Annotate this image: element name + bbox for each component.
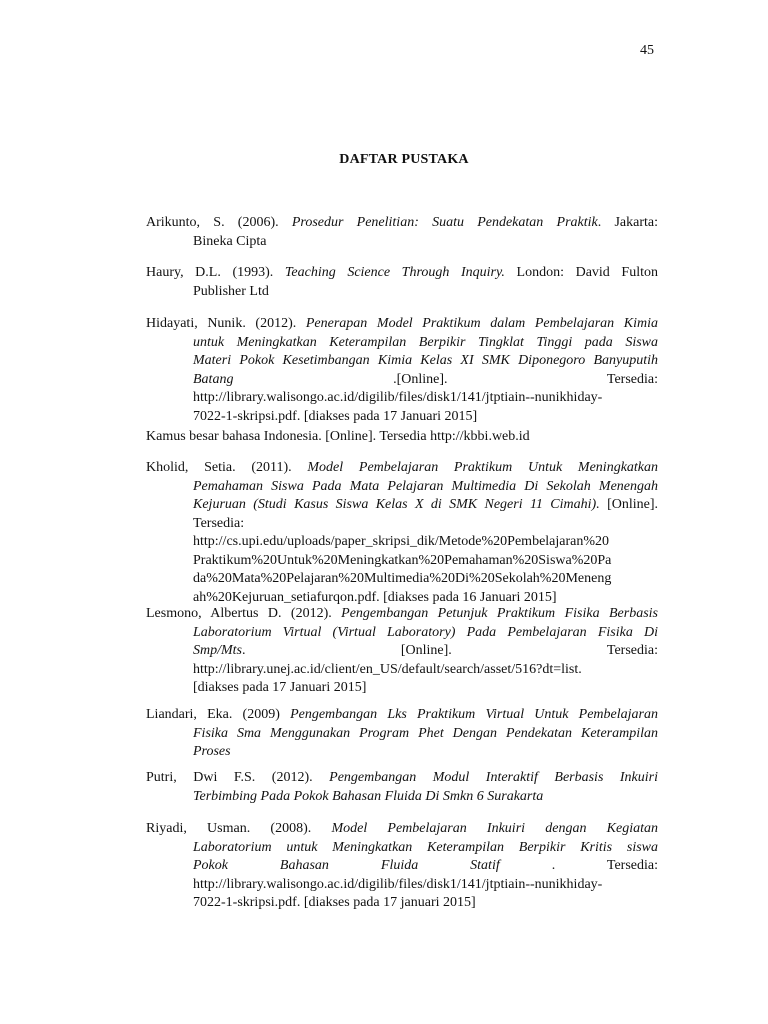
reference-text: http://library.walisongo.ac.id/digilib/files/disk1/141/jtptiain--nunikhiday- — [193, 876, 603, 892]
reference-text: Arikunto, S. (2006). — [146, 215, 292, 230]
reference-line — [146, 214, 658, 233]
reference-line — [146, 820, 658, 839]
reference-text: Haury, D.L. (1993). — [146, 265, 285, 280]
reference-line — [146, 769, 658, 788]
reference-title: Terbimbing Pada Pokok Bahasan Fluida Di Smkn 6 Surakarta — [193, 788, 544, 804]
reference-text: http://library.unej.ac.id/client/en_US/default/search/asset/516?dt=list. — [193, 661, 582, 677]
reference-line — [146, 605, 658, 624]
reference-line — [146, 839, 658, 858]
reference-entry — [146, 459, 658, 607]
reference-line — [146, 725, 658, 744]
reference-text: 7022-1-skripsi.pdf. [diakses pada 17 januari 2015] — [193, 895, 476, 910]
reference-text: .[Online]. Tersedia: — [233, 371, 658, 387]
reference-entry — [146, 214, 658, 251]
reference-line — [146, 283, 658, 302]
reference-line — [146, 661, 658, 680]
reference-line — [146, 570, 658, 589]
reference-line — [146, 515, 658, 534]
reference-title: Smp/Mts — [193, 643, 242, 658]
reference-line — [146, 496, 658, 515]
reference-title: Kejuruan (Studi Kasus Siswa Kelas X di SMK Negeri 11 Cimahi). — [193, 497, 600, 512]
reference-entry — [146, 706, 658, 762]
reference-entry — [146, 264, 658, 301]
reference-line — [146, 371, 658, 390]
reference-title: Laboratorium Virtual (Virtual Laboratory) Pada Pembelajaran Fisika Di — [193, 624, 658, 640]
reference-line — [146, 533, 658, 552]
reference-text: http://cs.upi.edu/uploads/paper_skripsi_dik/Metode%20Pembelajaran%20 — [193, 534, 610, 549]
reference-line — [146, 642, 658, 661]
page-number: 45 — [640, 43, 654, 58]
reference-text: ah%20Kejuruan_setiafurqon.pdf. [diakses pada 16 Januari 2015] — [193, 589, 557, 605]
reference-text: Lesmono, Albertus D. (2012). — [146, 606, 342, 621]
reference-text: . Jakarta: — [597, 215, 658, 230]
reference-text: http://library.walisongo.ac.id/digilib/files/disk1/141/jtptiain--nunikhiday- — [193, 390, 603, 405]
reference-entry — [146, 605, 658, 698]
reference-line — [146, 408, 658, 427]
reference-title: Fisika Sma Menggunakan Program Phet Dengan Pendekatan Keterampilan — [193, 725, 658, 741]
reference-line — [146, 679, 658, 698]
reference-text: [Online]. — [599, 497, 658, 512]
reference-title: Pengembangan Modul Interaktif Berbasis Inkuiri — [329, 770, 658, 785]
reference-text: Riyadi, Usman. (2008). — [146, 821, 332, 836]
reference-entry — [146, 769, 658, 806]
reference-line — [146, 894, 658, 913]
reference-title: Laboratorium untuk Meningkatkan Keterampilan Berpikir Kritis siswa — [193, 839, 658, 855]
reference-line — [146, 743, 658, 762]
reference-line — [146, 352, 658, 371]
reference-line — [146, 264, 658, 283]
reference-entry — [146, 428, 658, 447]
reference-title: Teaching Science Through Inquiry. — [284, 265, 505, 280]
reference-title: Proses — [193, 744, 231, 759]
page-title: DAFTAR PUSTAKA — [339, 152, 469, 167]
reference-text: Kamus besar bahasa Indonesia. [Online]. Tersedia http://kbbi.web.id — [146, 429, 530, 444]
reference-line — [146, 334, 658, 353]
reference-title: Model Pembelajaran Inkuiri dengan Kegiatan — [331, 821, 658, 836]
reference-line — [146, 857, 658, 876]
reference-title: Penerapan Model Praktikum dalam Pembelajaran Kimia — [305, 316, 658, 331]
reference-text: Publisher Ltd — [193, 283, 269, 299]
reference-text: . [Online]. Tersedia: — [242, 643, 658, 658]
reference-title: Pengembangan Lks Praktikum Virtual Untuk Pembelajaran — [290, 707, 658, 722]
reference-entry — [146, 820, 658, 913]
reference-line — [146, 876, 658, 895]
reference-line — [146, 233, 658, 252]
reference-line — [146, 706, 658, 725]
reference-line — [146, 315, 658, 334]
reference-title: Prosedur Penelitian: Suatu Pendekatan Praktik — [291, 215, 598, 230]
reference-text: London: David Fulton — [504, 265, 658, 280]
reference-text: da%20Mata%20Pelajaran%20Multimedia%20Di%20Sekolah%20Meneng — [193, 571, 612, 586]
reference-title: Batang — [193, 371, 234, 387]
reference-text: . Tersedia: — [499, 858, 658, 873]
reference-text: Tersedia: — [193, 515, 245, 531]
reference-text: Hidayati, Nunik. (2012). — [146, 316, 306, 331]
reference-line — [146, 478, 658, 497]
reference-text: Kholid, Setia. (2011). — [146, 460, 308, 475]
reference-title: Model Pembelajaran Praktikum Untuk Meningkatkan — [307, 460, 659, 475]
reference-text: 7022-1-skripsi.pdf. [diakses pada 17 Januari 2015] — [193, 408, 478, 424]
reference-line — [146, 428, 658, 447]
reference-text: Putri, Dwi F.S. (2012). — [146, 770, 330, 785]
reference-line — [146, 389, 658, 408]
reference-title: Pemahaman Siswa Pada Mata Pelajaran Multimedia Di Sekolah Menengah — [193, 478, 658, 494]
reference-line — [146, 624, 658, 643]
reference-title: Pengembangan Petunjuk Praktikum Fisika Berbasis — [341, 606, 658, 621]
reference-entry — [146, 315, 658, 426]
reference-title: Pokok Bahasan Fluida Statif — [193, 858, 500, 873]
reference-text: Praktikum%20Untuk%20Meningkatkan%20Pemahaman%20Siswa%20Pa — [193, 552, 612, 568]
reference-text: [diakses pada 17 Januari 2015] — [193, 680, 367, 695]
reference-line — [146, 552, 658, 571]
reference-title: Materi Pokok Kesetimbangan Kimia Kelas XI SMK Diponegoro Banyuputih — [193, 353, 658, 368]
reference-text: Bineka Cipta — [193, 233, 267, 249]
reference-title: untuk Meningkatkan Keterampilan Berpikir Tingklat Tinggi pada Siswa — [193, 334, 658, 350]
reference-text: Liandari, Eka. (2009) — [146, 707, 291, 722]
reference-line — [146, 788, 658, 807]
reference-line — [146, 459, 658, 478]
